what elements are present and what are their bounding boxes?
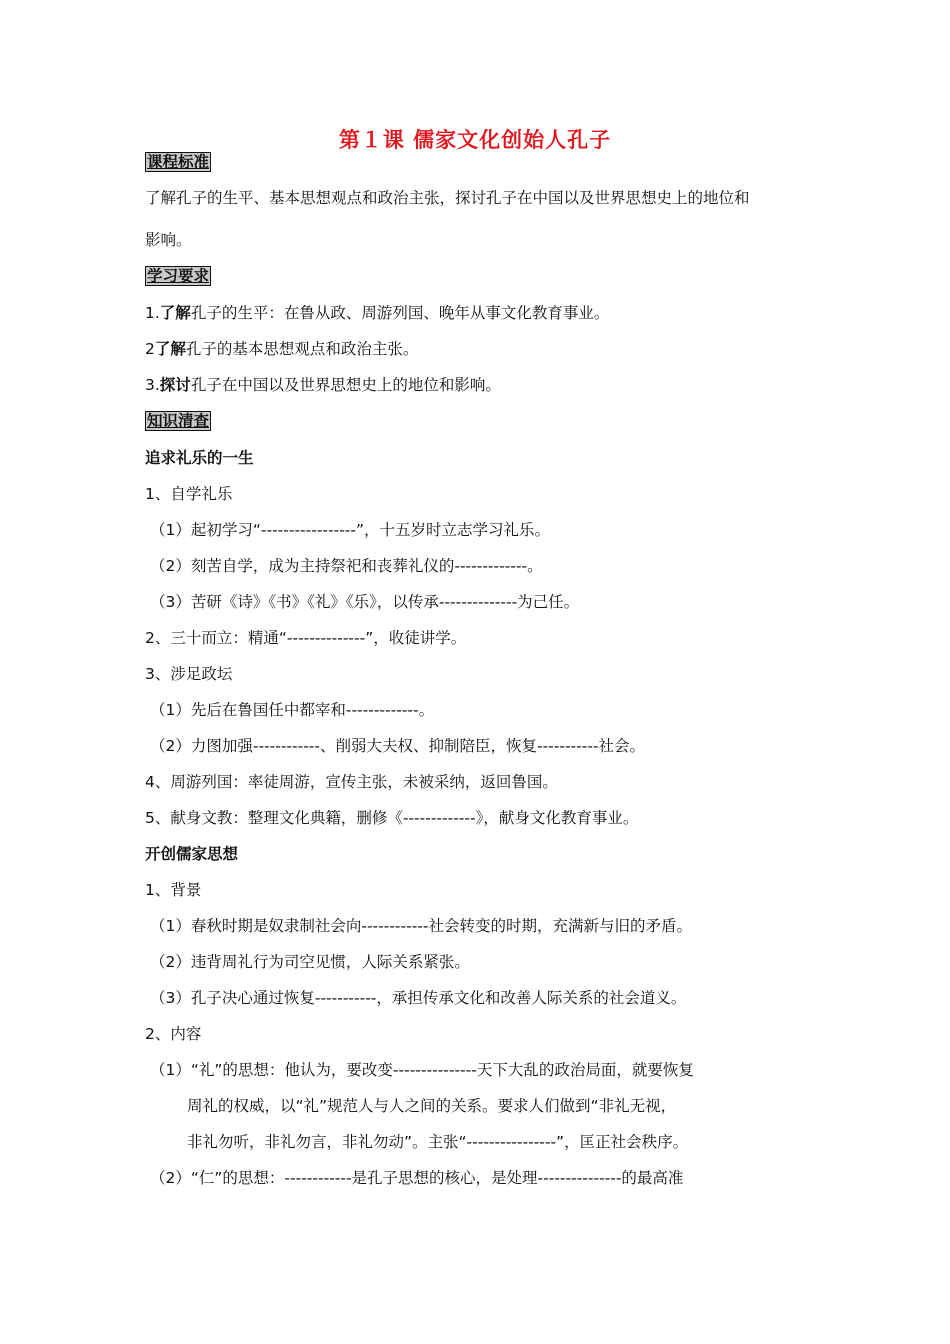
outline-line: 3、涉足政坛 bbox=[145, 665, 233, 683]
requirement-text: 孔子的基本思想观点和政治主张。 bbox=[185, 340, 419, 358]
outline-line: （3）孔子决心通过恢复-----------，承担传承文化和改善人际关系的社会道义。 bbox=[150, 989, 687, 1007]
part-heading: 追求礼乐的一生 bbox=[145, 449, 254, 467]
requirement-item bbox=[145, 339, 418, 359]
course-standard-text-1: 了解孔子的生平、基本思想观点和政治主张，探讨孔子在中国以及世界思想史上的地位和 bbox=[145, 189, 750, 207]
outline-line: （1）起初学习“-----------------”，十五岁时立志学习礼乐。 bbox=[150, 521, 551, 539]
course-standard-label: 课程标准 bbox=[147, 153, 210, 171]
outline-line: 2、内容 bbox=[145, 1025, 202, 1043]
lesson-title: 第１课 儒家文化创始人孔子 bbox=[338, 128, 612, 152]
outline-line: 1、自学礼乐 bbox=[145, 485, 233, 503]
requirement-number: 2 bbox=[145, 340, 155, 358]
outline-line: （2）违背周礼行为司空见惯，人际关系紧张。 bbox=[150, 953, 470, 971]
requirement-item bbox=[145, 375, 501, 395]
requirement-verb: 了解 bbox=[154, 340, 186, 358]
part-heading: 开创儒家思想 bbox=[145, 845, 239, 863]
outline-line: 非礼勿听，非礼勿言，非礼勿动”。主张“----------------”，匡正社会秩序。 bbox=[187, 1133, 689, 1151]
outline-line: 4、周游列国：率徒周游，宣传主张，未被采纳，返回鲁国。 bbox=[145, 773, 558, 791]
outline-line: 2、三十而立：精通“--------------”，收徒讲学。 bbox=[145, 629, 467, 647]
requirement-verb: 了解 bbox=[159, 304, 191, 322]
requirement-text: 孔子在中国以及世界思想史上的地位和影响。 bbox=[190, 376, 501, 394]
course-standard-heading bbox=[145, 152, 211, 172]
outline-line: （1）春秋时期是奴隶制社会向------------社会转变的时期，充满新与旧的矛盾。 bbox=[150, 917, 692, 935]
outline-line: 5、献身文教：整理文化典籍，删修《-------------》，献身文化教育事业。 bbox=[145, 809, 639, 827]
requirement-number: 3. bbox=[145, 376, 160, 394]
requirement-verb: 探讨 bbox=[159, 376, 191, 394]
outline-line: （2）“仁”的思想：------------是孔子思想的核心，是处理---------------的最高准 bbox=[150, 1169, 684, 1187]
learning-requirements-heading bbox=[145, 266, 211, 286]
outline-line: （2）力图加强------------、削弱大夫权、抑制陪臣，恢复-----------社会。 bbox=[150, 737, 646, 755]
outline-line: （1）“礼”的思想：他认为，要改变---------------天下大乱的政治局面，就要恢复 bbox=[150, 1061, 694, 1079]
requirement-text: 孔子的生平：在鲁从政、周游列国、晚年从事文化教育事业。 bbox=[190, 304, 610, 322]
requirement-item bbox=[145, 303, 609, 323]
outline-line: （3）苦研《诗》《书》《礼》《乐》，以传承--------------为己任。 bbox=[150, 593, 580, 611]
course-standard-text-2: 影响。 bbox=[145, 231, 192, 249]
requirement-number: 1. bbox=[145, 304, 160, 322]
outline-line: （1）先后在鲁国任中都宰和-------------。 bbox=[150, 701, 435, 719]
learning-requirements-label: 学习要求 bbox=[147, 267, 210, 285]
outline-line: 周礼的权威，以“礼”规范人与人之间的关系。要求人们做到“非礼无视， bbox=[187, 1097, 677, 1115]
outline-line: 1、背景 bbox=[145, 881, 202, 899]
knowledge-check-label: 知识清查 bbox=[147, 412, 210, 430]
knowledge-check-heading bbox=[145, 411, 211, 431]
outline-line: （2）刻苦自学，成为主持祭祀和丧葬礼仪的-------------。 bbox=[150, 557, 543, 575]
